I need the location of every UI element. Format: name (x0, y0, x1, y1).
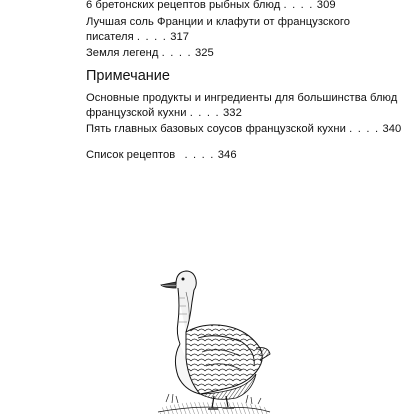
toc-page-number: 325 (195, 47, 214, 59)
toc-leader-dots: . . . . (349, 123, 380, 135)
section-heading: Примечание (86, 68, 170, 84)
toc-entry-text: писателя (86, 31, 134, 43)
toc-entry-best-salt-line1 (86, 15, 350, 29)
toc-entry-legends (86, 46, 214, 60)
toc-page-number: 309 (316, 0, 336, 11)
toc-leader-dots: . . . . (189, 107, 220, 119)
toc-page-number: 317 (170, 31, 190, 43)
toc-leader-dots: . . . . (136, 31, 168, 43)
toc-page-number: 340 (382, 123, 402, 135)
toc-entry-text: 6 бретонских рецептов рыбных блюд (86, 0, 281, 11)
goose-engraving-icon (156, 262, 272, 416)
toc-entry-text: Пять главных базовых соусов французской кухни (86, 123, 346, 135)
toc-page-number: 346 (217, 149, 237, 161)
toc-entry-recipe-list (86, 148, 237, 162)
toc-entry-basic-products-line2 (86, 106, 242, 120)
toc-page-number: 332 (223, 107, 242, 119)
toc-entry-text: Лучшая соль Франции и клафути от французского (86, 16, 351, 28)
toc-leader-dots: . . . . (283, 0, 314, 11)
toc-entry-five-sauces (86, 122, 401, 136)
toc-leader-dots: . . . . (161, 47, 192, 59)
toc-leader-dots: . . . . (184, 149, 215, 161)
toc-entry-text: Список рецептов (86, 149, 176, 161)
toc-entry-text: Земля легенд (86, 47, 159, 59)
toc-entry-basic-products-line1 (86, 91, 397, 105)
toc-entry-text: французской кухни (86, 107, 187, 119)
toc-entry-text: Основные продукты и ингредиенты для большинства блюд (86, 92, 398, 104)
toc-entry-breton-fish (86, 0, 336, 12)
toc-entry-best-salt-line2 (86, 30, 189, 44)
